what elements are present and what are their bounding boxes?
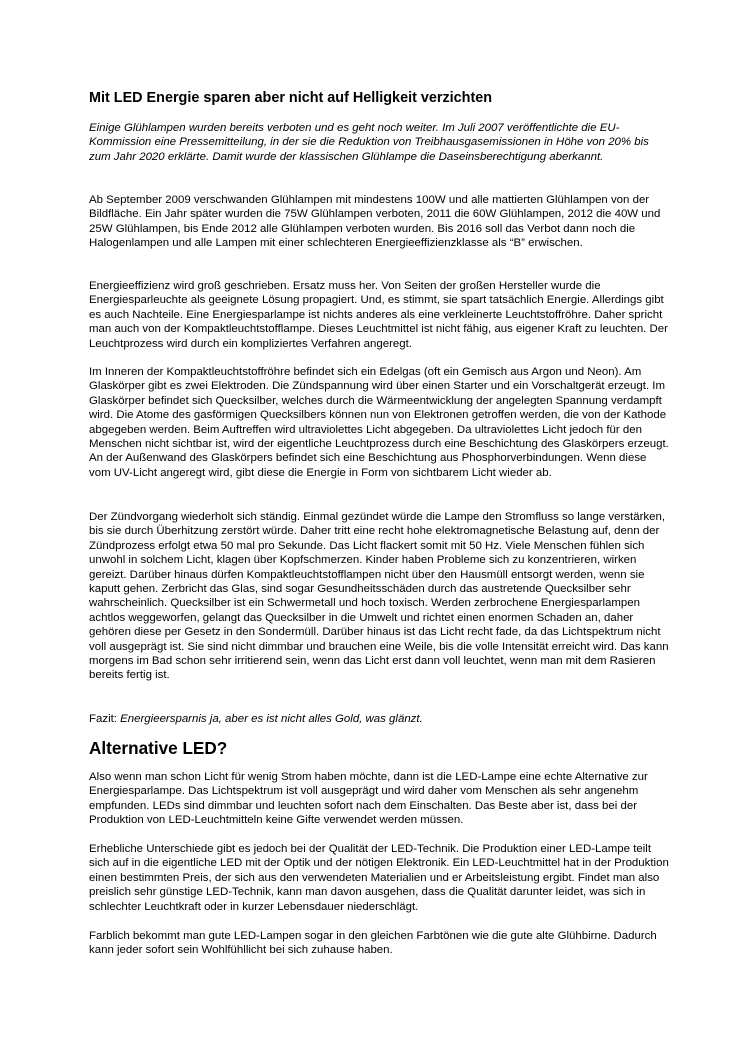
section-heading-alternative-led: Alternative LED?: [89, 738, 228, 758]
fazit-text: Energieersparnis ja, aber es ist nicht alles Gold, was glänzt.: [120, 713, 423, 725]
fazit-paragraph: [89, 712, 669, 726]
paragraph-energy-efficiency: Energieeffizienz wird groß geschrieben. Ersatz muss her. Von Seiten der großen Hersteller wurde die Energiesparleuchte als geeignete Lösung propagiert. Und, es stimmt, sie spart tatsächlich Energie. Allerdings gibt es auch Nachteile. Eine Energiesparlampe ist nichts anderes als eine verkleinerte Leuchtstoffröhre. Daher spricht man auch von der Kompaktleuchtstofflampe. Dieses Leuchtmittel ist nicht fähig, aus eigener Kraft zu leuchten. Der Leuchtprozess wird durch ein kompliziertes Verfahren angeregt.: [89, 280, 668, 350]
paragraph-led-color: Farblich bekommt man gute LED-Lampen sogar in den gleichen Farbtönen wie die gute alte Glühbirne. Dadurch kann jeder sofort sein Wohlfühllicht bei sich zuhause haben.: [89, 930, 657, 957]
paragraph-led-alternative: Also wenn man schon Licht für wenig Strom haben möchte, dann ist die LED-Lampe eine echte Alternative zur Energiesparlampe. Das Lichtspektrum ist voll ausgeprägt und wird daher vom Menschen als sehr angenehm empfunden. LEDs sind dimmbar und leuchten sofort nach dem Einschalten. Das Beste aber ist, dass bei der Produktion von LED-Leuchtmitteln keine Gifte verwendet werden müssen.: [89, 771, 648, 827]
fazit-label: Fazit:: [89, 713, 121, 725]
intro-paragraph: Einige Glühlampen wurden bereits verboten und es geht noch weiter. Im Juli 2007 veröffentlichte die EU-Kommission eine Pressemitteilung, in der sie die Reduktion von Treibhausgasemissionen in Höhe von 20% bis zum Jahr 2020 erklärte. Damit wurde der klassischen Glühlampe die Daseinsberechtigung aberkannt.: [89, 122, 649, 163]
paragraph-cfl-function: Im Inneren der Kompaktleuchtstoffröhre befindet sich ein Edelgas (oft ein Gemisch aus Argon und Neon). Am Glaskörper gibt es zwei Elektroden. Die Zündspannung wird über einen Starter und ein Vorschaltgerät erzeugt. Im Glaskörper befindet sich Quecksilber, welches durch die Wärmeentwicklung der angelegten Spannung verdampft wird. Die Atome des gasförmigen Quecksilbers können nun von Elektronen getroffen werden, die von der Kathode abgegeben werden. Beim Auftreffen wird ultraviolettes Licht abgegeben. Da ultraviolettes Licht jedoch für den Menschen nicht sichtbar ist, wird der eigentliche Leuchtprozess durch eine Beschichtung des Glaskörpers erzeugt. An der Außenwand des Glaskörpers befindet sich eine Beschichtung aus Phosphorverbindungen. Wenn diese vom UV-Licht angeregt wird, gibt diese die Energie in Form von sichtbarem Licht wieder ab.: [89, 366, 669, 479]
document-title: Mit LED Energie sparen aber nicht auf Helligkeit verzichten: [89, 90, 493, 106]
paragraph-led-quality: Erhebliche Unterschiede gibt es jedoch bei der Qualität der LED-Technik. Die Produktion einer LED-Lampe teilt sich auf in die eigentliche LED mit der Optik und der nötigen Elektronik. Ein LED-Leuchtmittel hat in der Produktion einen bestimmten Preis, der sich aus den verwendeten Materialien und er Arbeitsleistung ergibt. Findet man also preislich sehr günstige LED-Technik, kann man davon ausgehen, dass die Qualität darunter leidet, was sich in schlechter Leuchtkraft oder in kurzer Lebensdauer niederschlägt.: [89, 843, 669, 913]
paragraph-bans: Ab September 2009 verschwanden Glühlampen mit mindestens 100W und alle mattierten Glühlampen von der Bildfläche. Ein Jahr später wurden die 75W Glühlampen verboten, 2011 die 60W Glühlampen, 2012 die 40W und 25W Glühlampen, bis Ende 2012 alle Glühlampen verboten wurden. Bis 2016 soll das Verbot dann noch die Halogenlampen und alle Lampen mit einer schlechteren Energieeffizienzklasse als “B” erwischen.: [89, 194, 661, 250]
paragraph-cfl-drawbacks: Der Zündvorgang wiederholt sich ständig. Einmal gezündet würde die Lampe den Stromfluss so lange verstärken, bis sie durch Überhitzung zerstört würde. Daher tritt eine recht hohe elektromagnetische Belastung auf, denn der Zündprozess erfolgt etwa 50 mal pro Sekunde. Das Licht flackert somit mit 50 Hz. Viele Menschen fühlen sich unwohl in solchem Licht, klagen über Kopfschmerzen. Kinder haben Probleme sich zu konzentrieren, wirken gereizt. Darüber hinaus dürfen Kompaktleuchtstofflampen nicht über den Hausmüll entsorgt werden, wenn sie kaputt gehen. Zerbricht das Glas, sind sogar Gesundheitsschäden durch das austretende Quecksilber sehr wahrscheinlich. Quecksilber ist ein Schwermetall und hoch toxisch. Werden zerbrochene Energiesparlampen achtlos weggeworfen, gelangt das Quecksilber in die Umwelt und richtet einen enormen Schaden an, daher gehören diese per Gesetz in den Sondermüll. Darüber hinaus ist das Licht recht fade, da das Lichtspektrum nicht voll ausgeprägt ist. Sie sind nicht dimmbar und brauchen eine Weile, bis die volle Intensität erreicht wird. Das kann morgens im Bad schon sehr irritierend sein, wenn das Licht erst dann voll leuchtet, wenn man mit dem Rasieren bereits fertig ist.: [89, 511, 669, 682]
